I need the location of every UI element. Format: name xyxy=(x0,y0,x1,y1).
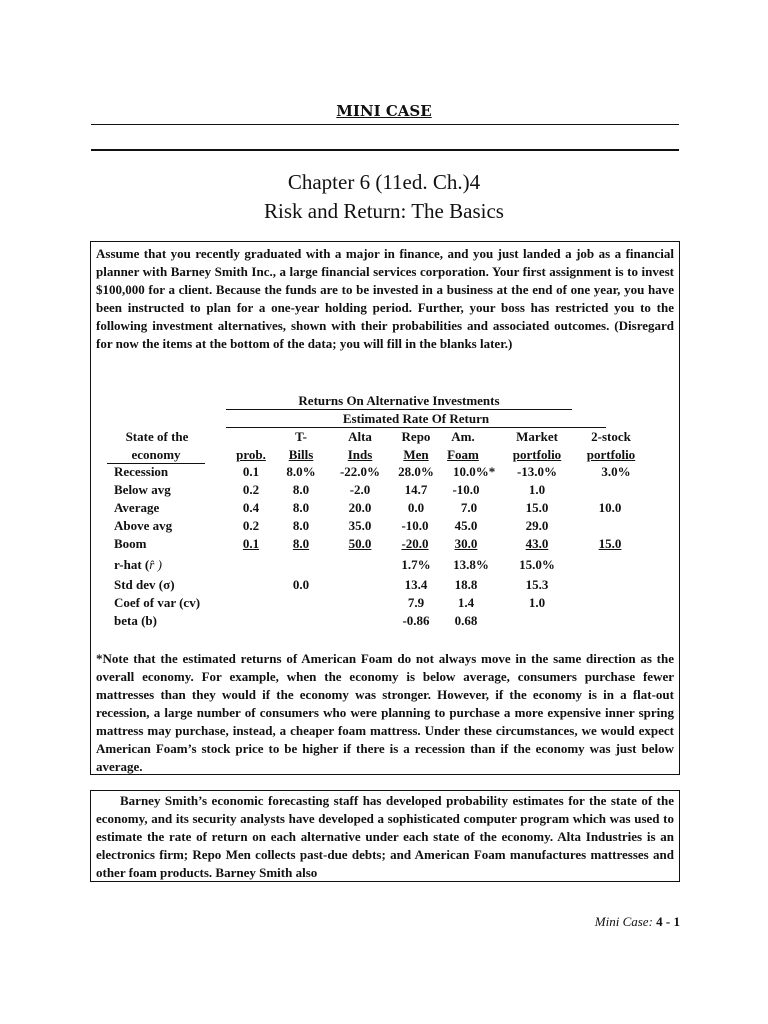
table-cell: 18.8 xyxy=(454,577,478,592)
col-head-repo: Repo xyxy=(401,429,431,444)
col-head-market: Market xyxy=(516,429,558,444)
table-cell: 29.0 xyxy=(525,518,549,533)
col-head-portfolio: portfolio xyxy=(512,447,562,462)
mini-case-label: MINI CASE xyxy=(336,102,432,120)
case-box xyxy=(90,241,680,775)
table-cell: 0.2 xyxy=(242,518,260,533)
table-cell: 8.0% xyxy=(286,464,316,479)
table-cell: -13.0% xyxy=(516,464,558,479)
col-head-2stock: 2-stock xyxy=(591,429,631,444)
col-head-tbills: T- xyxy=(295,429,307,444)
table-cell: -20.0 xyxy=(401,536,429,551)
table-cell: 0.0 xyxy=(407,500,425,515)
table-row-label: Boom xyxy=(114,536,147,551)
table-cell: -10.0 xyxy=(401,518,429,533)
col-head-economy: economy xyxy=(107,447,205,464)
table-cell: 15.3 xyxy=(525,577,549,592)
table-cell: 0.4 xyxy=(242,500,260,515)
stat-label-rhat: r-hat (r̂ ) xyxy=(114,557,162,572)
stat-label-beta: beta (b) xyxy=(114,613,157,628)
page-footer xyxy=(595,914,680,930)
intro-paragraph: Assume that you recently graduated with a major in finance, and you just landed a job as a financial planner with Barney Smith Inc., a large financial services corporation. Your first assignment is to invest $100,000 for a client. Because the funds are to be invested in a business at the end of one year, you have been instructed to plan for a one-year holding period. Further, your boss has restricted you to the following investment alternatives, shown with their probabilities and associated outcomes. (Disregard for now the items at the bottom of the data; you will fill in the blanks later.) xyxy=(96,246,674,351)
col-head-prob: prob. xyxy=(236,447,266,462)
table-cell: 1.0 xyxy=(528,595,546,610)
table-cell: 50.0 xyxy=(348,536,372,551)
table-cell: 43.0 xyxy=(525,536,549,551)
table-cell: -22.0% xyxy=(339,464,381,479)
header-rule-thin xyxy=(91,124,679,125)
table-cell: 35.0 xyxy=(348,518,372,533)
table-cell: 8.0 xyxy=(292,500,310,515)
stat-label-cv: Coef of var (cv) xyxy=(114,595,201,610)
table-title: Returns On Alternative Investments xyxy=(226,392,572,410)
table-cell: 8.0 xyxy=(292,482,310,497)
table-row-label: Above avg xyxy=(114,518,173,533)
table-cell: 7.9 xyxy=(407,595,425,610)
chapter-subtitle: Risk and Return: The Basics xyxy=(264,199,504,223)
table-cell: 30.0 xyxy=(454,536,478,551)
table-cell: 0.2 xyxy=(242,482,260,497)
col-head-inds: Inds xyxy=(347,447,373,462)
table-cell: 7.0 xyxy=(460,500,478,515)
note-paragraph: *Note that the estimated returns of American Foam do not always move in the same direction as the overall economy. For example, when the economy is below average, consumers purchase fewer mattresses than they would if the economy was stronger. However, if the economy is in a flat-out recession, a large number of consumers who were planning to purchase a more expensive inner spring mattress may purchase, instead, a cheaper foam mattress. Under these circumstances, we would expect American Foam’s stock price to be higher if there is a recession than if the economy was just below average. xyxy=(96,651,674,774)
col-head-portfolio2: portfolio xyxy=(586,447,636,462)
table-cell: -10.0 xyxy=(452,482,480,497)
header-rule-thick xyxy=(91,149,679,151)
table-cell: 0.1 xyxy=(242,464,260,479)
table-cell: 28.0% xyxy=(398,464,434,479)
table-cell: 13.4 xyxy=(404,577,428,592)
table-cell: 0.68 xyxy=(454,613,478,628)
table-cell: -2.0 xyxy=(349,482,371,497)
continuation-box xyxy=(90,790,680,882)
chapter-title: Chapter 6 (11ed. Ch.)4 xyxy=(287,170,481,194)
col-head-bills: Bills xyxy=(288,447,314,462)
table-cell: 15.0% xyxy=(519,557,555,572)
table-cell: 0.0 xyxy=(292,577,310,592)
table-cell: 8.0 xyxy=(292,518,310,533)
col-head-state: State of the xyxy=(125,429,189,444)
rhat-symbol: r̂ ) xyxy=(149,557,162,572)
table-subtitle: Estimated Rate Of Return xyxy=(226,410,606,428)
table-cell: 20.0 xyxy=(348,500,372,515)
table-cell: 14.7 xyxy=(404,482,428,497)
table-row-label: Average xyxy=(114,500,160,515)
col-head-amfoam: Foam xyxy=(447,447,479,462)
table-cell: 8.0 xyxy=(292,536,310,551)
table-cell: 15.0 xyxy=(598,536,622,551)
table-row-label: Recession xyxy=(114,464,169,479)
table-cell: 0.1 xyxy=(242,536,260,551)
col-head-foam: Am. xyxy=(451,429,475,444)
table-cell: 1.7% xyxy=(401,557,431,572)
continuation-paragraph: Barney Smith’s economic forecasting staff has developed probability estimates for the state of the economy, and its security analysts have developed a sophisticated computer program which was used to estimate the rate of return on each alternative under each state of the economy. Alta Industries is an electronics firm; Repo Men collects past-due debts; and American Foam manufactures mattresses and other foam products. Barney Smith also xyxy=(96,793,674,880)
table-cell: -0.86 xyxy=(402,613,430,628)
footer-label: Mini Case: xyxy=(594,914,653,929)
table-cell: 1.4 xyxy=(457,595,475,610)
col-head-men: Men xyxy=(403,447,429,462)
stat-label-stddev: Std dev (σ) xyxy=(114,577,175,592)
page-number: 4 - 1 xyxy=(656,914,680,929)
col-head-alta: Alta xyxy=(348,429,372,444)
table-cell: 10.0%* xyxy=(453,464,496,479)
table-cell: 15.0 xyxy=(525,500,549,515)
table-cell: 13.8% xyxy=(453,557,489,572)
table-cell: 45.0 xyxy=(454,518,478,533)
table-row-label: Below avg xyxy=(114,482,171,497)
table-cell: 3.0% xyxy=(601,464,631,479)
table-cell: 1.0 xyxy=(528,482,546,497)
table-cell: 10.0 xyxy=(598,500,622,515)
